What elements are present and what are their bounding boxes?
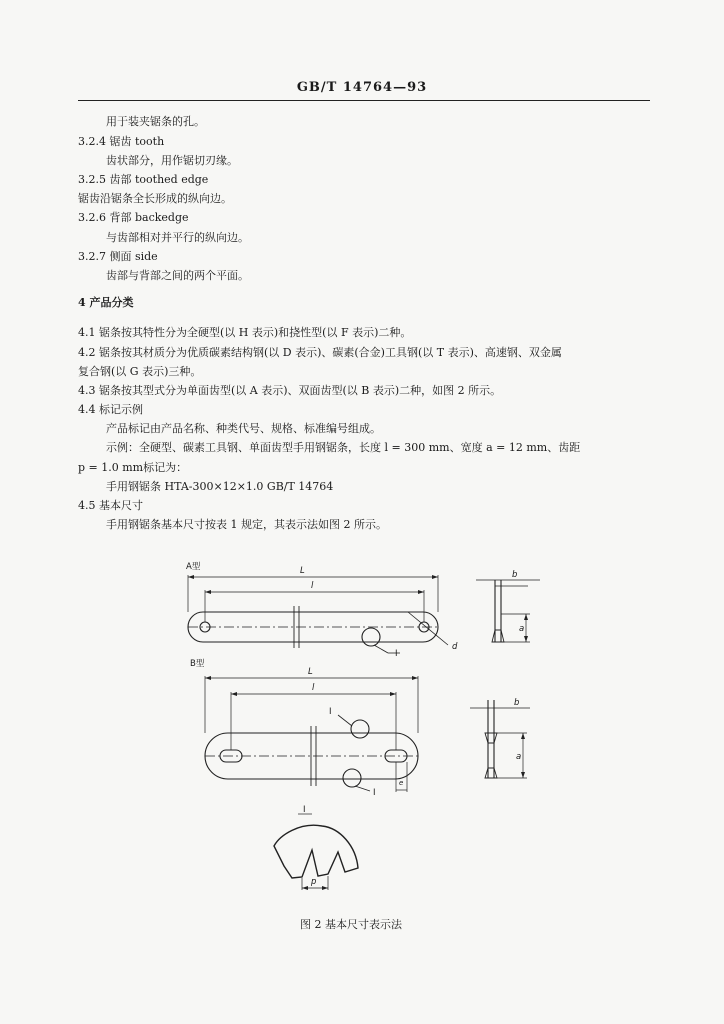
text-line: 复合钢(以 G 表示)三种。 [78, 365, 202, 378]
blade-b-detail-bottom [343, 769, 361, 787]
text-line: p = 1.0 mm标记为： [78, 461, 188, 474]
blade-b-detail-top [351, 720, 369, 738]
text-line: 与齿部相对并平行的纵向边。 [106, 231, 249, 244]
leader-d [408, 612, 448, 645]
text-line: 手用钢锯条 HTA-300×12×1.0 GB/T 14764 [106, 480, 334, 493]
text-line: 齿部与背部之间的两个平面。 [106, 269, 249, 282]
text-line: 4.1 锯条按其特性分为全硬型(以 H 表示)和挠性型(以 F 表示)二种。 [78, 326, 412, 339]
label-b-a: b [512, 570, 518, 580]
label-L-b: L [308, 667, 313, 677]
text-line: 4.2 锯条按其材质分为优质碳素结构钢(以 D 表示)、碳素(合金)工具钢(以 T 表示)、高速钢、双金属 [78, 346, 562, 359]
label-type-a: A型 [186, 562, 201, 572]
label-l-b: l [312, 683, 315, 693]
label-d: d [452, 642, 458, 652]
text-line: 产品标记由产品名称、种类代号、规格、标准编号组成。 [106, 422, 381, 435]
blade-a-detail-circle [362, 628, 380, 646]
label-p: p [311, 877, 317, 887]
text-line: 4.3 锯条按其型式分为单面齿型(以 A 表示)、双面齿型(以 B 表示)二种，如图 2 所示。 [78, 384, 502, 397]
text-line: 3.2.6 背部 backedge [78, 211, 189, 224]
text-line: 4.5 基本尺寸 [78, 499, 143, 512]
text-line: 用于装夹锯条的孔。 [106, 115, 205, 128]
label-b-b: b [514, 698, 520, 708]
text-line: 3.2.5 齿部 toothed edge [78, 173, 209, 186]
label-type-b: B型 [190, 659, 205, 669]
label-L-a: L [300, 566, 305, 576]
page-header: GB/T 14764—93 [296, 80, 428, 95]
label-e: e [399, 779, 404, 787]
label-l-a: l [311, 581, 314, 591]
text-line: 手用钢锯条基本尺寸按表 1 规定，其表示法如图 2 所示。 [106, 518, 387, 531]
label-detail-I: I [303, 805, 306, 815]
label-a-b: a [516, 752, 522, 762]
tooth-detail-outline [274, 825, 358, 878]
text-line: 4.4 标记示例 [78, 403, 143, 416]
text-line: 锯齿沿锯条全长形成的纵向边。 [78, 192, 232, 205]
label-I-b-bottom: I [373, 788, 376, 798]
text-line: 齿状部分，用作锯切刃缘。 [106, 154, 238, 167]
figure-caption: 图 2 基本尺寸表示法 [300, 918, 402, 931]
label-I-a: I [395, 649, 398, 659]
label-I-b-top: I [329, 707, 332, 717]
text-line: 3.2.4 锯齿 tooth [78, 135, 165, 148]
text-line: 示例：全硬型、碳素工具钢、单面齿型手用钢锯条，长度 l = 300 mm、宽度 a = 12 mm、齿距 [106, 441, 581, 454]
text-line: 3.2.7 侧面 side [78, 250, 158, 263]
section-heading: 4 产品分类 [78, 296, 134, 309]
label-a-a: a [519, 624, 525, 634]
